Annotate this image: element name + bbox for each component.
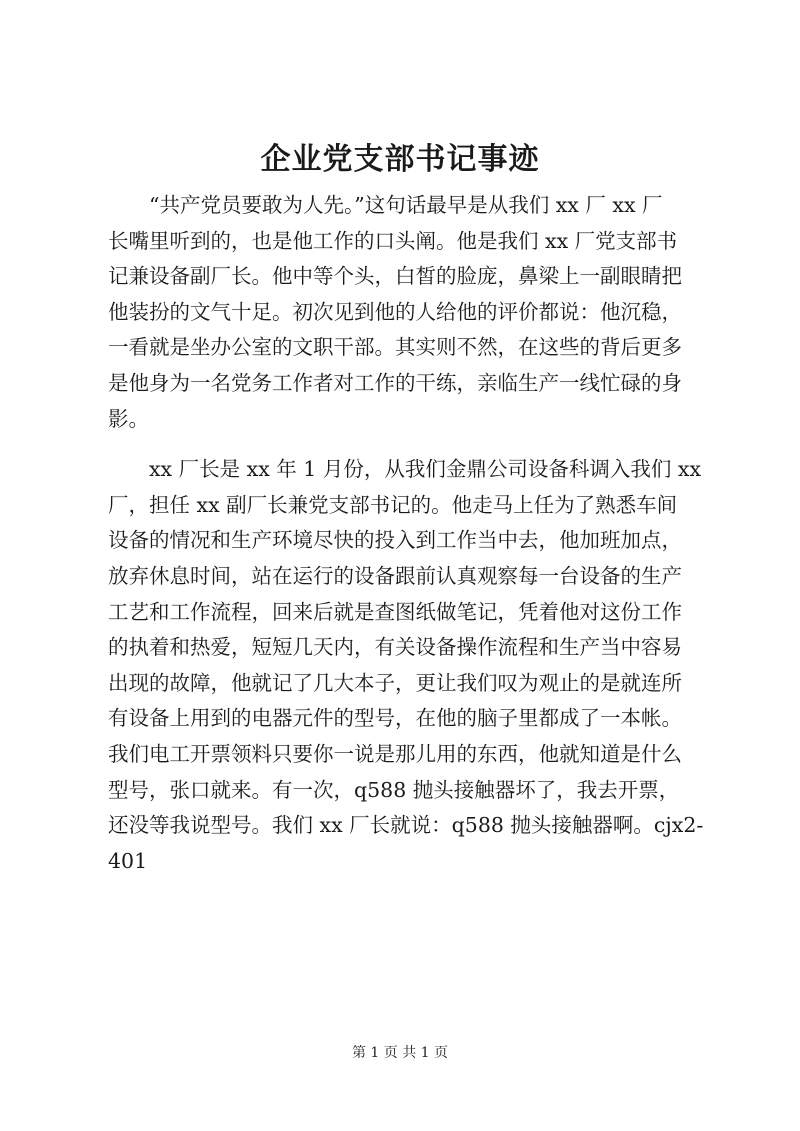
paragraph-line: 型号，张口就来。有一次，q588 抛头接触器坏了，我去开票， [108,777,680,802]
paragraph-line: 有设备上用到的电器元件的型号，在他的脑子里都成了一本帐。 [108,706,682,731]
paragraph-line: 是他身为一名党务工作者对工作的干练，亲临生产一线忙碌的身 [108,370,682,395]
paragraph-2 [108,452,704,879]
paragraph-line: 工艺和工作流程，回来后就是查图纸做笔记，凭着他对这份工作 [108,599,682,624]
paragraph-line: 记兼设备副厂长。他中等个头，白皙的脸庞，鼻梁上一副眼睛把 [108,264,682,289]
paragraph-spacer [108,437,700,452]
paragraph-1 [108,188,700,437]
paragraph-line: 放弃休息时间，站在运行的设备跟前认真观察每一台设备的生产 [108,563,682,588]
paragraph-line: 他装扮的文气十足。初次见到他的人给他的评价都说：他沉稳， [108,299,682,324]
paragraph-line: 长嘴里听到的，也是他工作的口头阐。他是我们 xx 厂党支部书 [108,228,678,253]
paragraph-line: “共产党员要敢为人先。”这句话最早是从我们 xx 厂 xx 厂 [149,193,663,217]
page-footer: 第 1 页 共 1 页 [351,1045,449,1061]
paragraph-line: 厂，担任 xx 副厂长兼党支部书记的。他走马上任为了熟悉车间 [108,492,678,517]
paragraph-line: 还没等我说型号。我们 xx 厂长就说：q588 抛头接触器啊。cjx2- [108,813,704,838]
document-body [108,188,704,879]
paragraph-line: 设备的情况和生产环境尽快的投入到工作当中去，他加班加点， [108,528,682,553]
paragraph-line: 的执着和热爱，短短几天内，有关设备操作流程和生产当中容易 [108,635,682,660]
paragraph-line: 401 [108,848,148,873]
paragraph-line: 出现的故障，他就记了几大本子，更让我们叹为观止的是就连所 [108,670,682,695]
paragraph-line: 一看就是坐办公室的文职干部。其实则不然，在这些的背后更多 [108,335,682,360]
paragraph-line: xx 厂长是 xx 年 1 月份，从我们金鼎公司设备科调入我们 xx [149,457,702,482]
paragraph-line: 我们电工开票领料只要你一说是那儿用的东西，他就知道是什么 [108,741,682,766]
document-title: 企业党支部书记事迹 [260,142,540,177]
paragraph-line: 影。 [108,406,149,431]
